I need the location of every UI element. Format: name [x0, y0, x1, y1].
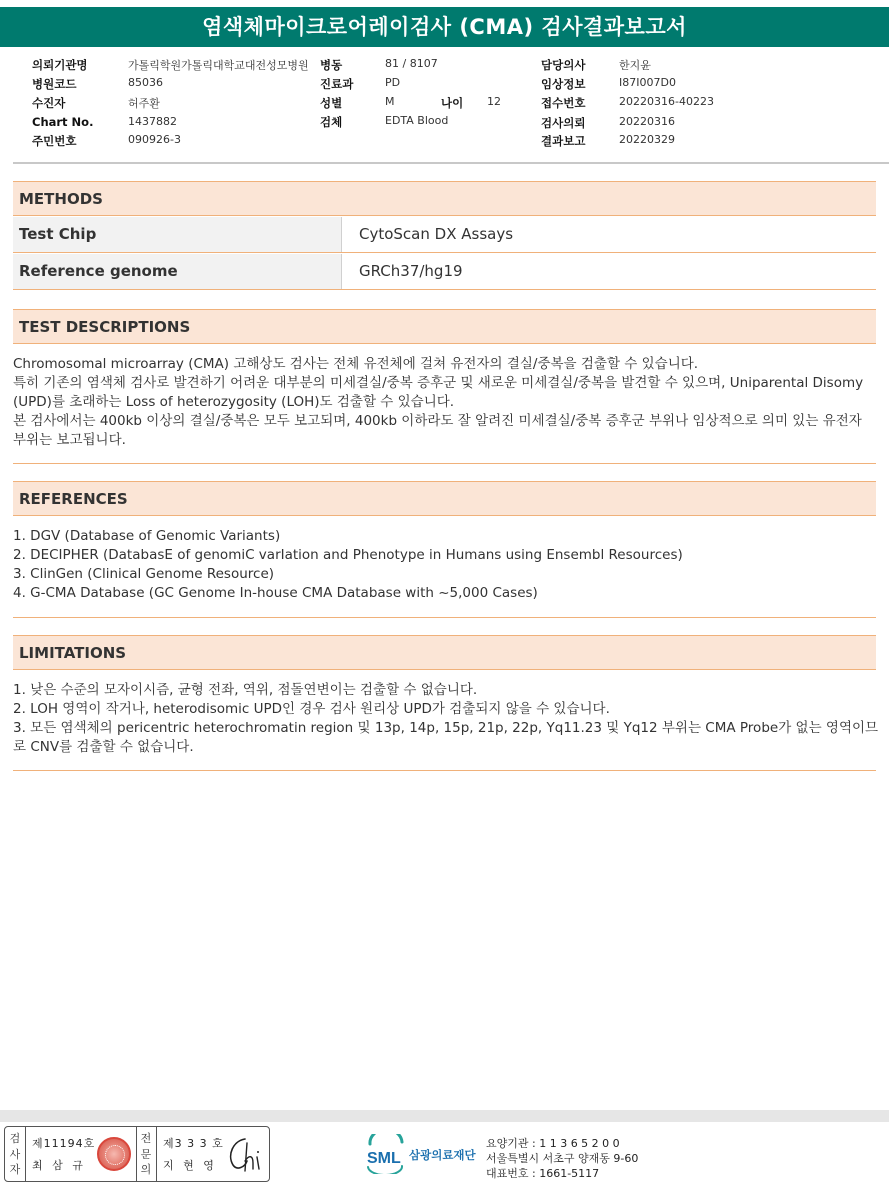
institution-phone: 대표번호 : 1661-5117	[486, 1167, 600, 1180]
institution-address: 서울특별시 서초구 양재동 9-60	[486, 1152, 639, 1165]
test-descriptions-body	[13, 355, 879, 450]
references-heading: REFERENCES	[13, 481, 876, 516]
doctor-value: 한지윤	[619, 59, 651, 72]
inspector-label: 검 사 자	[9, 1132, 21, 1176]
clinical-info-value: I87I007D0	[619, 76, 676, 89]
institution-label: 의뢰기관명	[32, 58, 88, 72]
receipt-no-value: 20220316-40223	[619, 95, 714, 108]
test-descriptions-heading: TEST DESCRIPTIONS	[13, 309, 876, 344]
limitations-heading: LIMITATIONS	[13, 635, 876, 670]
dept-value: PD	[385, 76, 401, 89]
report-date-label: 결과보고	[541, 134, 586, 148]
signature-box	[4, 1126, 270, 1182]
description-line: Chromosomal microarray (CMA) 고해상도 검사는 전체 유전체에 걸쳐 유전자의 결실/중복을 검출할 수 있습니다.	[13, 356, 699, 372]
clinical-info-label: 임상정보	[541, 77, 586, 91]
divider	[25, 1127, 26, 1181]
report-title: 염색체마이크로어레이검사 (CMA) 검사결과보고서	[0, 7, 889, 47]
specialist-name: 지 현 영	[163, 1159, 217, 1172]
chart-no-value: 1437882	[128, 115, 177, 128]
seal-stamp-icon	[97, 1137, 131, 1171]
limitation-item: 1. 낮은 수준의 모자이시즘, 균형 전좌, 역위, 점돌연변이는 검출할 수 없습니다.	[13, 682, 478, 698]
specialist-label: 전 문 의	[140, 1132, 152, 1176]
age-label: 나이	[441, 96, 464, 110]
foundation-name: 삼광의료재단	[409, 1148, 476, 1162]
institution-code: 요양기관 : 1 1 3 6 5 2 0 0	[486, 1137, 620, 1150]
dept-label: 진료과	[320, 77, 354, 91]
footer-band	[0, 1110, 889, 1122]
section-rule	[13, 463, 876, 464]
request-date-label: 검사의뢰	[541, 116, 586, 130]
age-value: 12	[487, 95, 501, 108]
sex-label: 성별	[320, 96, 343, 110]
collector-value: 허주환	[128, 97, 160, 110]
hospital-code-value: 85036	[128, 76, 163, 89]
specimen-label: 검체	[320, 115, 343, 129]
resident-no-label: 주민번호	[32, 134, 77, 148]
description-line: 특히 기존의 염색체 검사로 발견하기 어려운 대부분의 미세결실/중복 증후군 및 새로운 미세결실/중복을 발견할 수 있으며, Uniparental Disomy (UPD)를 초래하는 Loss of heterozygosity (LOH)도 검출할 수 있습니다.	[13, 375, 864, 410]
sex-value: M	[385, 95, 395, 108]
sml-logo-text: SML	[367, 1150, 401, 1167]
patient-info-block	[0, 53, 889, 159]
methods-key: Test Chip	[13, 217, 342, 252]
report-date-value: 20220329	[619, 133, 675, 146]
reference-item: 3. ClinGen (Clinical Genome Resource)	[13, 566, 275, 582]
doctor-label: 담당의사	[541, 58, 586, 72]
section-rule	[13, 770, 876, 771]
collector-label: 수진자	[32, 96, 66, 110]
handwritten-signature-icon	[223, 1133, 267, 1177]
limitations-body	[13, 681, 879, 757]
methods-row-reference-genome	[13, 254, 876, 290]
request-date-value: 20220316	[619, 115, 675, 128]
sml-logo-icon	[364, 1134, 406, 1174]
section-rule	[13, 617, 876, 618]
methods-value: GRCh37/hg19	[359, 262, 463, 280]
inspector-license: 제11194호	[32, 1137, 96, 1150]
methods-row-test-chip	[13, 217, 876, 253]
hospital-code-label: 병원코드	[32, 77, 77, 91]
reference-item: 2. DECIPHER (DatabasE of genomiC varIation and Phenotype in Humans using Ensembl Resources)	[13, 547, 683, 563]
info-divider	[13, 162, 889, 164]
methods-key: Reference genome	[13, 254, 342, 289]
resident-no-value: 090926-3	[128, 133, 181, 146]
methods-heading: METHODS	[13, 181, 876, 216]
institution-details	[486, 1136, 638, 1181]
ward-label: 병동	[320, 58, 343, 72]
chart-no-label: Chart No.	[32, 115, 94, 129]
limitation-item: 3. 모든 염색체의 pericentric heterochromatin region 및 13p, 14p, 15p, 21p, 22p, Yq11.23 및 Yq12 부위는 CMA Probe가 없는 영역이므로 CNV를 검출할 수 없습니다.	[13, 720, 879, 755]
ward-value: 81 / 8107	[385, 57, 438, 70]
methods-value: CytoScan DX Assays	[359, 225, 514, 243]
reference-item: 4. G-CMA Database (GC Genome In-house CMA Database with ~5,000 Cases)	[13, 585, 538, 601]
specialist-license: 제3 3 3 호	[163, 1137, 224, 1150]
limitation-item: 2. LOH 영역이 작거나, heterodisomic UPD인 경우 검사 원리상 UPD가 검출되지 않을 수 있습니다.	[13, 701, 610, 717]
institution-value: 가톨릭학원가톨릭대학교대전성모병원	[128, 59, 309, 72]
reference-item: 1. DGV (Database of Genomic Variants)	[13, 528, 281, 544]
specimen-value: EDTA Blood	[385, 114, 449, 127]
receipt-no-label: 접수번호	[541, 96, 586, 110]
divider	[156, 1127, 157, 1181]
description-line: 본 검사에서는 400kb 이상의 결실/중복은 모두 보고되며, 400kb 이하라도 잘 알려진 미세결실/중복 증후군 부위나 임상적으로 의미 있는 유전자 부위는 보고됩니다.	[13, 413, 862, 448]
inspector-name: 최 삼 규	[32, 1159, 86, 1172]
references-body	[13, 527, 879, 603]
divider	[136, 1127, 137, 1181]
